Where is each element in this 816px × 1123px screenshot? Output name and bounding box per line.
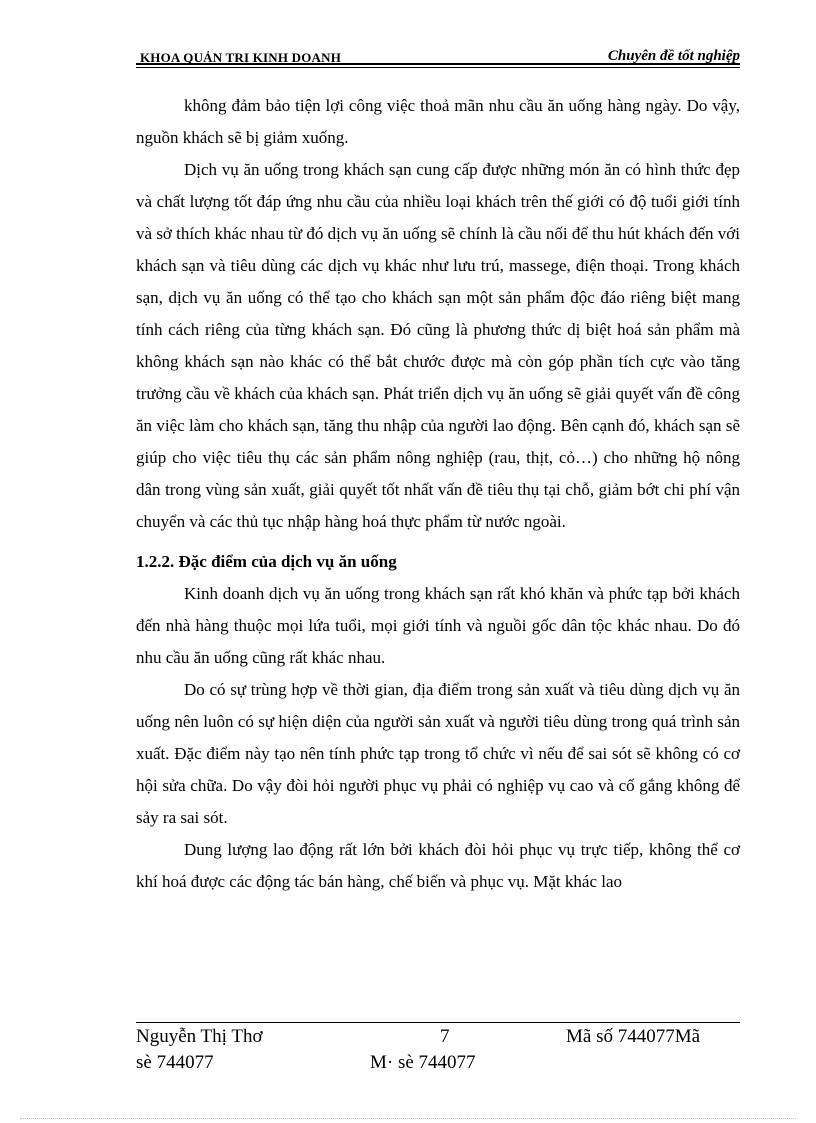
paragraph-2: Dịch vụ ăn uống trong khách sạn cung cấp được những món ăn có hình thức đẹp và chất lượng tốt đáp ứng nhu cầu của nhiều loại khách trên thế giới có độ tuổi giới tính và sở thích khác nhau từ đó dịch vụ ăn uống sẽ chính là cầu nối để thu hút khách đến với khách sạn và tiêu dùng các dịch vụ khác như lưu trú, massege, điện thoại. Trong khách sạn, dịch vụ ăn uống có thể tạo cho khách sạn một sản phẩm độc đáo riêng biệt mang tính cách riêng của từng khách sạn. Đó cũng là phương thức dị biệt hoá sản phẩm mà không khách sạn nào khác có thể bắt chước được mà còn góp phần tích cực vào tăng trưởng cầu về khách của khách sạn. Phát triển dịch vụ ăn uống sẽ giải quyết vấn đề công ăn việc làm cho khách sạn, tăng thu nhập của người lao động. Bên cạnh đó, khách sạn sẽ giúp cho việc tiêu thụ các sản phẩm nông nghiệp (rau, thịt, cỏ…) cho những hộ nông dân trong vùng sản xuất, giải quyết tốt nhất vấn đề tiêu thụ tại chỗ, giảm bớt chi phí vận chuyển và các thủ tục nhập hàng hoá thực phẩm từ nước ngoài. xyxy=(136,160,740,531)
footer-author: Nguyễn Thị Thơ xyxy=(136,1026,263,1047)
section-paragraph-1: Kinh doanh dịch vụ ăn uống trong khách sạn rất khó khăn và phức tạp bởi khách đến nhà hàng thuộc mọi lứa tuổi, mọi giới tính và nguồi gốc dân tộc khác nhau. Do đó nhu cầu ăn uống cũng rất khác nhau. xyxy=(136,584,740,667)
footer-rule xyxy=(136,1022,740,1023)
section-heading: 1.2.2. Đặc điểm của dịch vụ ăn uống xyxy=(136,552,397,571)
section-paragraph-3: Dung lượng lao động rất lớn bởi khách đòi hỏi phục vụ trực tiếp, không thể cơ khí hoá được các động tác bán hàng, chế biến và phục vụ. Mặt khác lao xyxy=(136,840,740,891)
header-rule xyxy=(136,63,740,65)
header-rule-thin xyxy=(136,67,740,68)
footer-code-center: M· sè 744077 xyxy=(370,1052,476,1073)
section-paragraph-2: Do có sự trùng hợp về thời gian, địa điểm trong sản xuất và tiêu dùng dịch vụ ăn uống nên luôn có sự hiện diện của người sản xuất và người tiêu dùng trong quá trình sản xuất. Đặc điểm này tạo nên tính phức tạp trong tổ chức vì nếu để sai sót sẽ không có cơ hội sửa chữa. Do vậy đòi hỏi người phục vụ phải có nghiệp vụ cao và cố gắng không để sảy ra sai sót. xyxy=(136,680,740,827)
paragraph-1: không đảm bảo tiện lợi công việc thoả mãn nhu cầu ăn uống hàng ngày. Do vậy, nguồn khách sẽ bị giảm xuống. xyxy=(136,96,740,147)
page-bottom-border xyxy=(20,1118,796,1119)
footer-code-continuation: sè 744077 xyxy=(136,1052,214,1073)
page-footer xyxy=(136,1026,740,1086)
footer-page-number: 7 xyxy=(440,1026,450,1047)
header-title: Chuyên đề tốt nghiệp xyxy=(607,48,740,64)
page-header xyxy=(136,50,740,68)
body-content xyxy=(136,90,740,898)
header-faculty: KHOA QUẢN TRỊ KINH DOANH xyxy=(140,50,342,65)
footer-student-code: Mã số 744077Mã xyxy=(566,1026,701,1047)
